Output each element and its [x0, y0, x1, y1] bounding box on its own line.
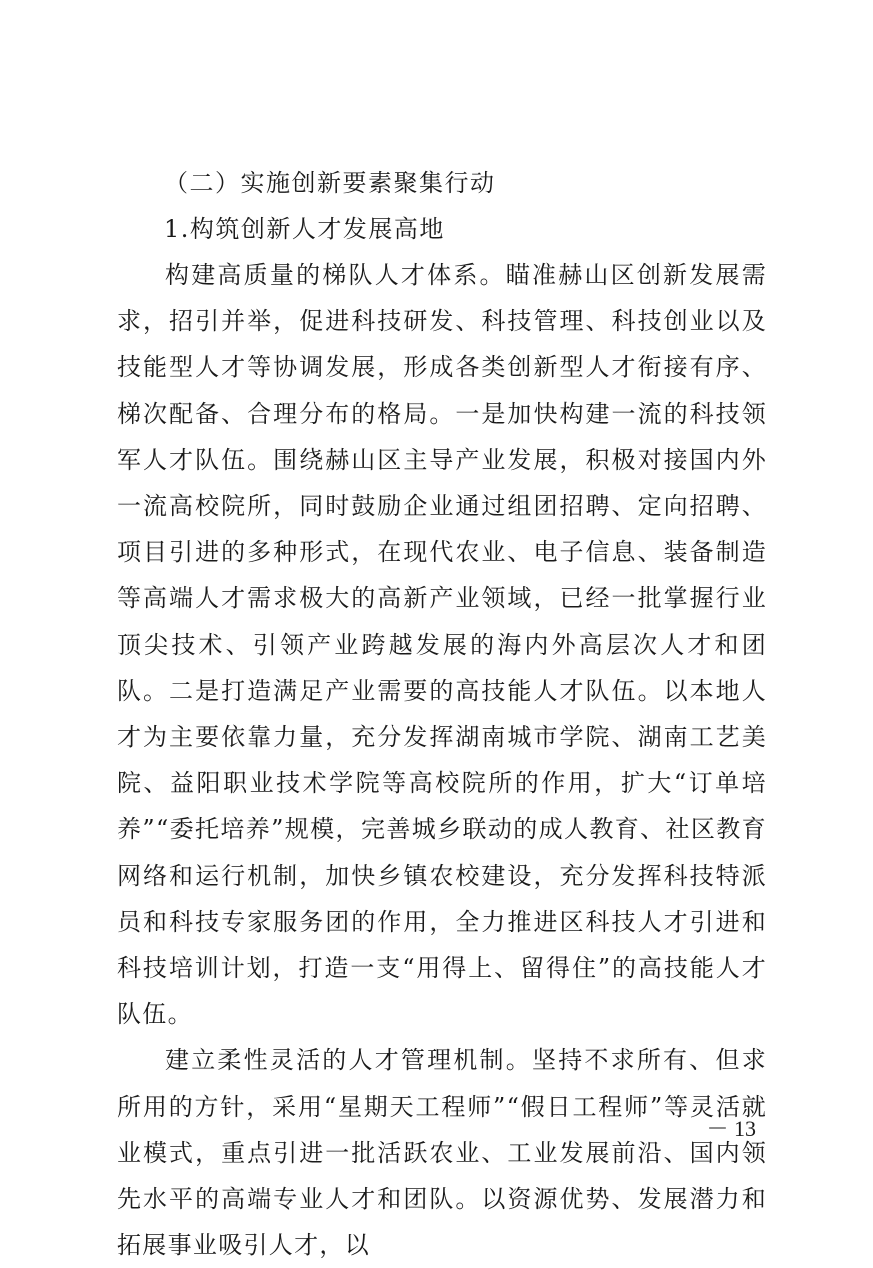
paragraph-talent-mechanism: 建立柔性灵活的人才管理机制。坚持不求所有、但求所用的方针，采用“星期天工程师”“假日工程师”等灵活就业模式，重点引进一批活跃农业、工业发展前沿、国内领先水平的高端专业人才和团队。以资源优势、发展潜力和拓展事业吸引人才，以 — [117, 1046, 767, 1260]
subsection-heading: 1.构筑创新人才发展高地 — [164, 215, 445, 243]
paragraph-talent-system: 构建高质量的梯队人才体系。瞄准赫山区创新发展需求，招引并举，促进科技研发、科技管理、科技创业以及技能型人才等协调发展，形成各类创新型人才衔接有序、梯次配备、合理分布的格局。一是加快构建一流的科技领军人才队伍。围绕赫山区主导产业发展，积极对接国内外一流高校院所，同时鼓励企业通过组团招聘、定向招聘、项目引进的多种形式，在现代农业、电子信息、装备制造等高端人才需求极大的高新产业领域，已经一批掌握行业顶尖技术、引领产业跨越发展的海内外高层次人才和团队。二是打造满足产业需要的高技能人才队伍。以本地人才为主要依靠力量，充分发挥湖南城市学院、湖南工艺美院、益阳职业技术学院等高校院所的作用，扩大“订单培养”“委托培养”规模，完善城乡联动的成人教育、社区教育网络和运行机制，加快乡镇农校建设，充分发挥科技特派员和科技专家服务团的作用，全力推进区科技人才引进和科技培训计划，打造一支“用得上、留得住”的高技能人才队伍。 — [117, 261, 767, 1029]
section-heading: （二）实施创新要素聚集行动 — [164, 169, 496, 197]
document-body — [117, 160, 767, 1268]
page-number: － 13 — [706, 1116, 756, 1141]
